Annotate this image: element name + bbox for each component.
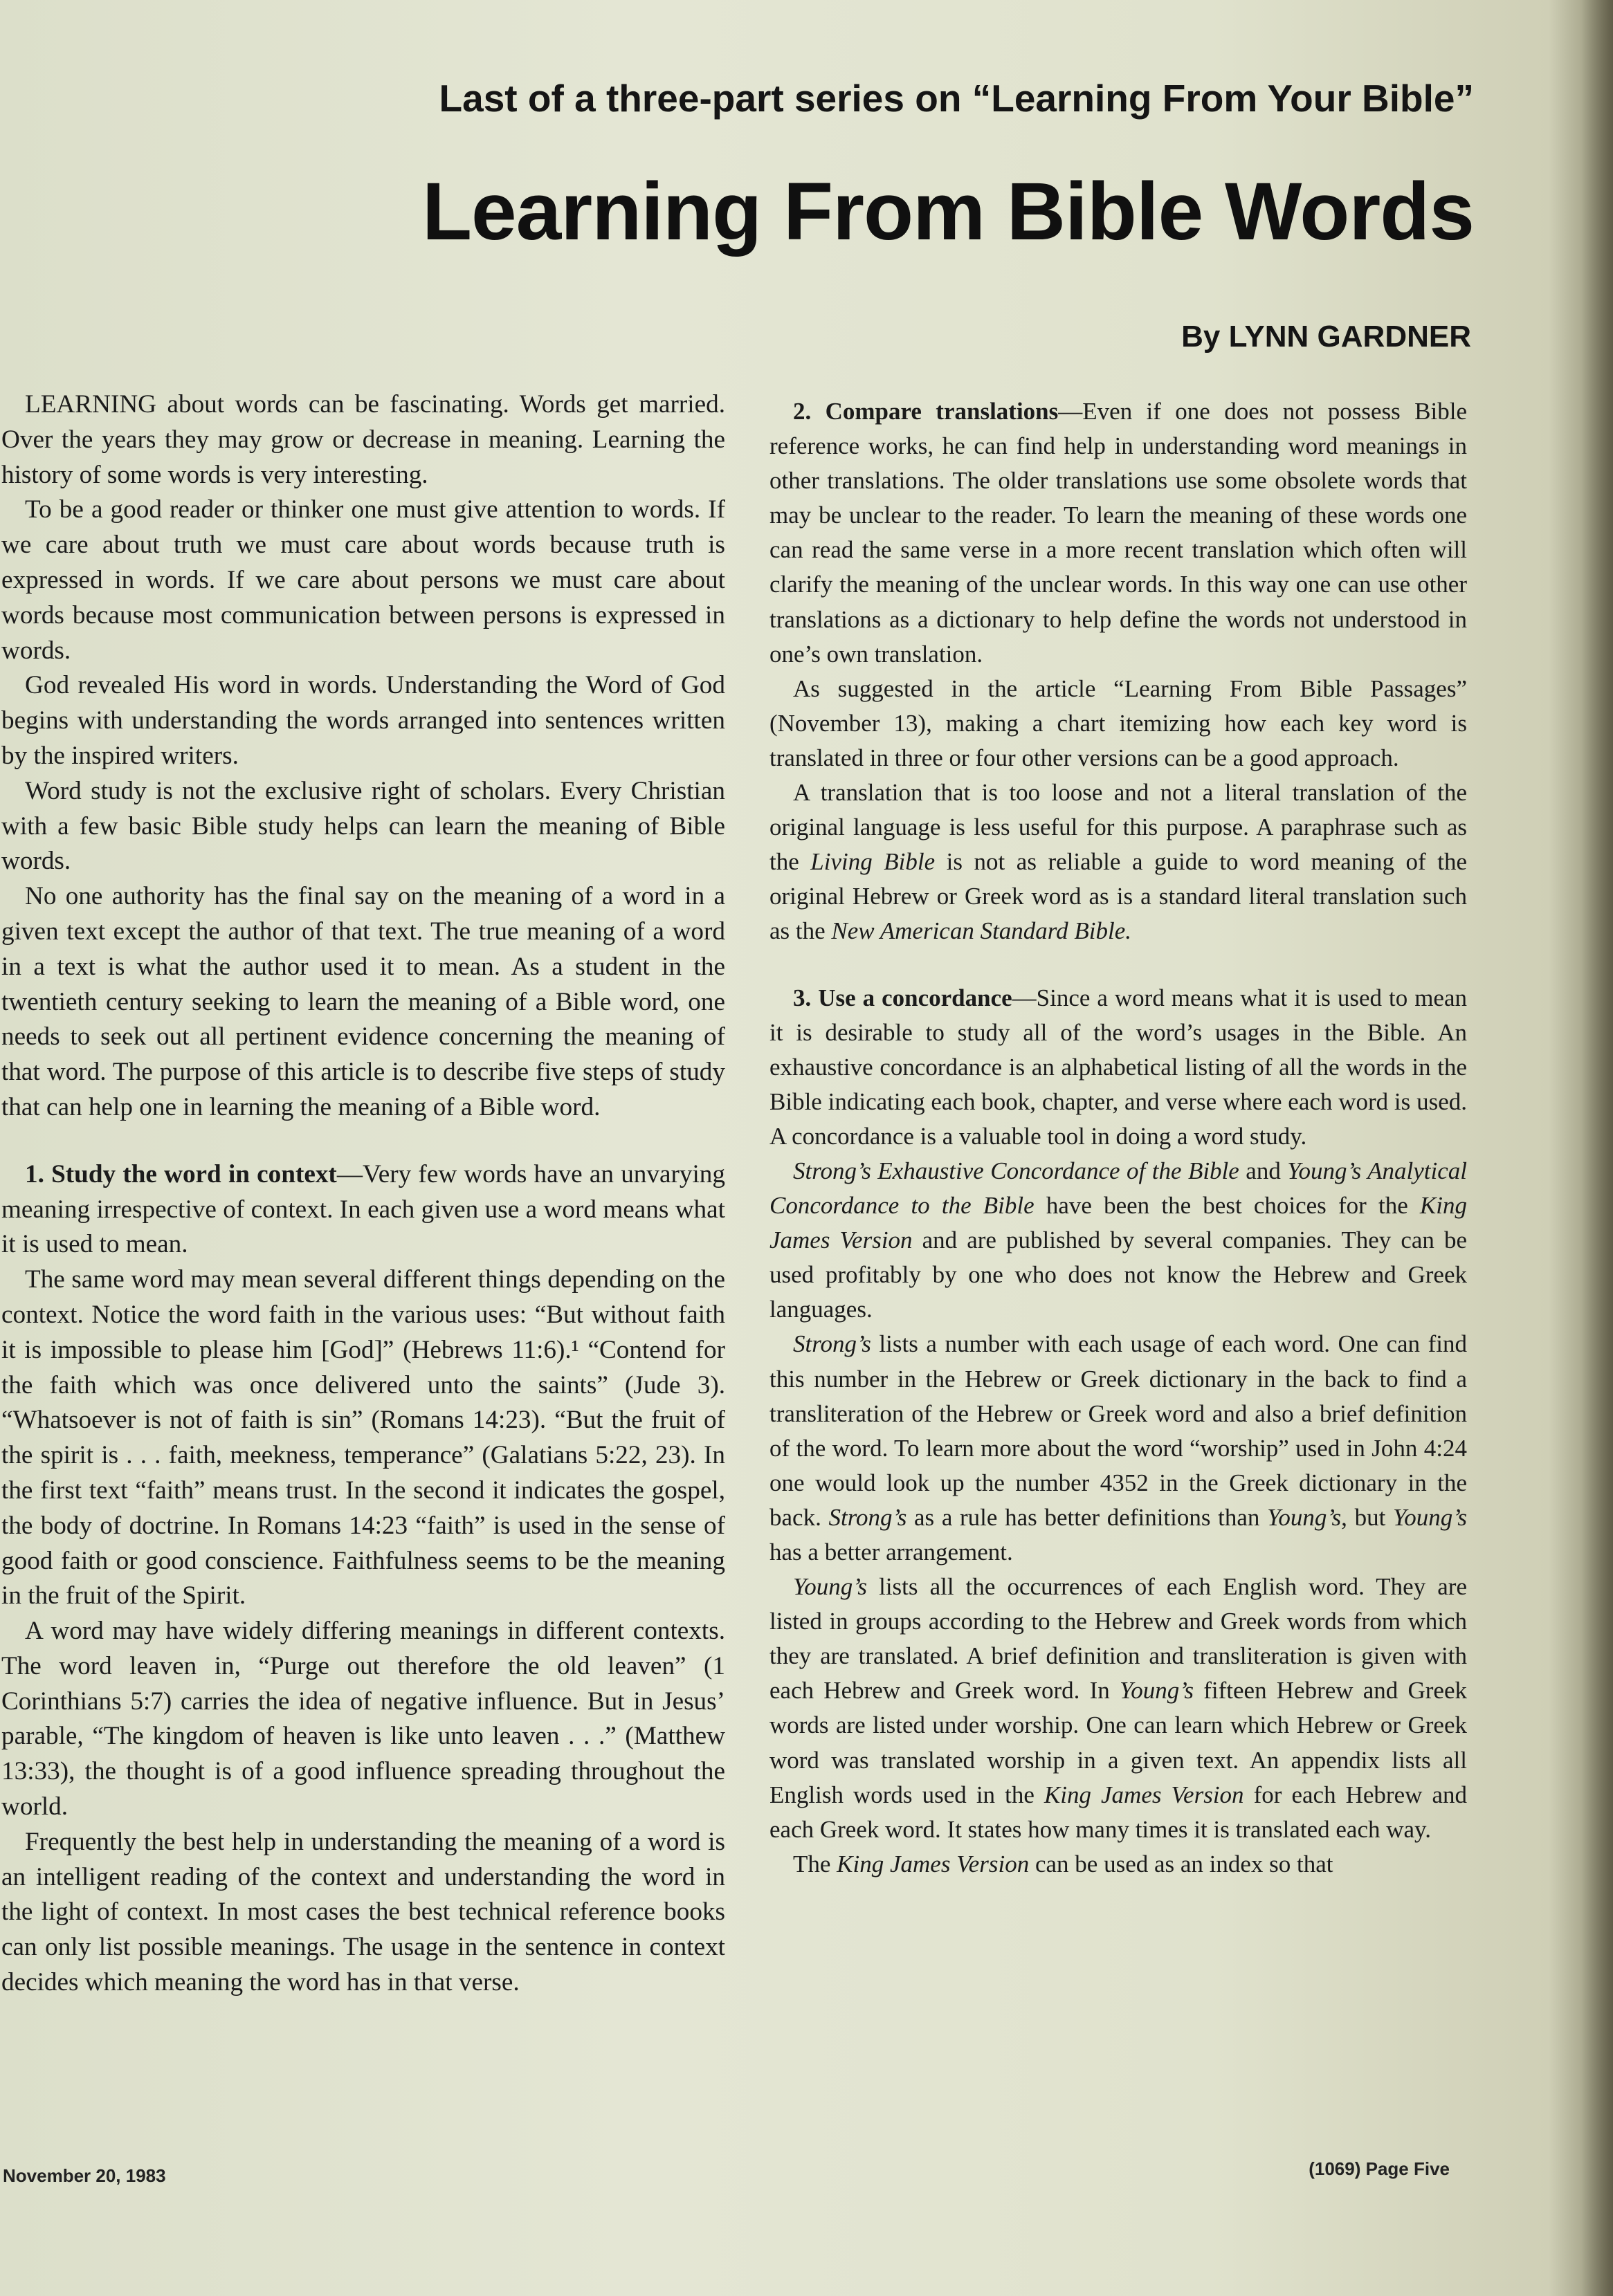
step-2-heading: 2. Compare translations — [793, 398, 1059, 425]
text-run: and — [1239, 1157, 1288, 1184]
text-run: fifteen Hebrew and Greek words are listed under worship. One can learn which Hebrew or Greek word was translated worship in a given text. An appendix lists all English words used in the — [769, 1677, 1467, 1808]
left-column — [1, 387, 725, 2001]
italic-title: King James Version — [837, 1850, 1030, 1877]
page-number: (1069) Page Five — [1309, 2158, 1450, 2179]
paragraph — [769, 1847, 1467, 1882]
italic-title: Young’s — [1392, 1503, 1467, 1531]
paragraph: To be a good reader or thinker one must give attention to words. If we care about truth we must care about words because truth is expressed in words. If we care about persons we must care about words because most communication between persons is expressed in words. — [1, 495, 725, 665]
paragraph: Frequently the best help in understanding the meaning of a word is an intelligent reading of the context and understanding the word in the light of context. In most cases the best technical reference books can only list possible meanings. The usage in the sentence in context decides which meaning the word has in that verse. — [1, 1827, 725, 1997]
step-1-text: —Very few words have an unvarying meaning irrespective of context. In each given use a word means what it is used to mean. — [1, 1159, 725, 1259]
step-1-heading: 1. Study the word in context — [25, 1159, 337, 1188]
paragraph: God revealed His word in words. Understanding the Word of God begins with understanding the words arranged into sentences written by the inspired writers. — [1, 671, 725, 770]
italic-title: Strong’s Exhaustive Concordance of the Bible — [793, 1157, 1239, 1184]
paragraph — [769, 1327, 1467, 1570]
series-subtitle: Last of a three-part series on “Learning From Your Bible” — [439, 77, 1474, 120]
paragraph: The same word may mean several different things depending on the context. Notice the word faith in the various uses: “But without faith it is impossible to please him [God]” (Hebrews 11:6).¹ “Contend for the faith which was once delivered unto the saints” (Jude 3). “Whatsoever is not of faith is sin” (Romans 14:23). “But the fruit of the spirit is . . . faith, meekness, temperance” (Galatians 5:22, 23). In the first text “faith” means trust. In the second it indicates the gospel, the body of doctrine. In Romans 14:23 “faith” is used in the sense of good faith or good conscience. Faithfulness seems to be the meaning in the fruit of the Spirit. — [1, 1265, 725, 1610]
paragraph: A word may have widely differing meanings in different contexts. The word leaven in, “Purge out therefore the old leaven” (1 Corinthians 5:7) carries the idea of negative influence. But in Jesus’ parable, “The kingdom of heaven is like unto leaven . . .” (Matthew 13:33), the thought is of a good influence spreading throughout the world. — [1, 1617, 725, 1821]
text-run: The — [793, 1850, 837, 1877]
italic-title: Young’s — [1120, 1677, 1194, 1705]
article-title: Learning From Bible Words — [421, 166, 1474, 257]
paragraph: LEARNING about words can be fascinating. Words get married. Over the years they may grow or decrease in meaning. Learning the history of some words is very interesting. — [1, 390, 725, 489]
paragraph: As suggested in the article “Learning From Bible Passages” (November 13), making a chart itemizing how each key word is translated in three or four other versions can be a good approach. — [769, 674, 1467, 771]
text-run: can be used as an index so that — [1029, 1850, 1333, 1877]
text-run: has a better arrangement. — [769, 1539, 1013, 1565]
paragraph — [769, 1154, 1467, 1327]
italic-title: Young’s Analytical Concordance to the Bible — [769, 1157, 1467, 1220]
italic-title: King James Version — [1044, 1781, 1244, 1808]
text-run: and are published by several companies. They can be used profitably by one who does not know the Hebrew and Greek languages. — [769, 1227, 1467, 1323]
text-run: have been the best choices for the — [1034, 1192, 1420, 1220]
step-3-paragraph — [769, 981, 1467, 1154]
issue-date: November 20, 1983 — [3, 2165, 166, 2186]
text-run: lists a number with each usage of each word. One can find this number in the Hebrew or Greek dictionary in the back to find a transliteration of the Hebrew or Greek word and also a brief definition of the word. To learn more about the word “worship” used in John 4:24 one would look up the number 4352 in the Greek dictionary in the back. — [769, 1330, 1467, 1531]
text-run: A translation that is too loose and not a literal translation of the original language is less useful for this purpose. A paraphrase such as the — [769, 779, 1467, 876]
text-run: , but — [1341, 1503, 1393, 1531]
italic-title: King James Version — [769, 1192, 1467, 1254]
italic-title: Strong’s — [828, 1503, 907, 1531]
paragraph — [769, 775, 1467, 948]
step-2-text: —Even if one does not possess Bible reference works, he can find help in understanding word meanings in other translations. The older translations use some obsolete words that may be unclear to the reader. To learn the meaning of these words one can read the same verse in a more recent translation which often will clarify the meaning of the unclear words. In this way one can use other translations as a dictionary to help define the words not understood in one’s own translation. — [769, 398, 1467, 668]
text-run: lists all the occurrences of each English word. They are listed in groups according to the Hebrew and Greek words from which they are translated. A brief definition and transliteration is given with each Hebrew and Greek word. In — [769, 1573, 1467, 1705]
paragraph: No one authority has the final say on the meaning of a word in a given text except the author of that text. The true meaning of a word in a text is what the author used it to mean. As a student in the twentieth century seeking to learn the meaning of a Bible word, one needs to seek out all pertinent evidence concerning the meaning of that word. The purpose of this article is to describe five steps of study that can help one in learning the meaning of a Bible word. — [1, 882, 725, 1121]
italic-title: Strong’s — [793, 1330, 871, 1358]
right-column — [769, 394, 1467, 1882]
text-run: as a rule has better definitions than — [906, 1503, 1268, 1531]
italic-title: New American Standard Bible. — [831, 917, 1131, 945]
page-edge-shadow — [1581, 0, 1613, 2296]
text-run: is not as reliable a guide to word meaning of the original Hebrew or Greek word as is a standard literal translation such as the — [769, 848, 1467, 945]
paragraph: Word study is not the exclusive right of scholars. Every Christian with a few basic Bible study helps can learn the meaning of Bible words. — [1, 776, 725, 876]
paragraph — [769, 1570, 1467, 1847]
author-byline: By LYNN GARDNER — [1181, 320, 1471, 353]
step-1-paragraph — [1, 1157, 725, 1262]
italic-title: Living Bible — [810, 848, 936, 876]
step-3-text: —Since a word means what it is used to mean it is desirable to study all of the word’s usages in the Bible. An exhaustive concordance is an alphabetical listing of all the words in the Bible indicating each book, chapter, and verse where each word is used. A concordance is a valuable tool in doing a word study. — [769, 984, 1467, 1150]
text-run: for each Hebrew and each Greek word. It states how many times it is translated each way. — [769, 1781, 1467, 1843]
step-2-paragraph — [769, 394, 1467, 672]
italic-title: Young’s — [1267, 1503, 1342, 1531]
step-3-heading: 3. Use a concordance — [793, 984, 1012, 1011]
italic-title: Young’s — [793, 1573, 868, 1601]
